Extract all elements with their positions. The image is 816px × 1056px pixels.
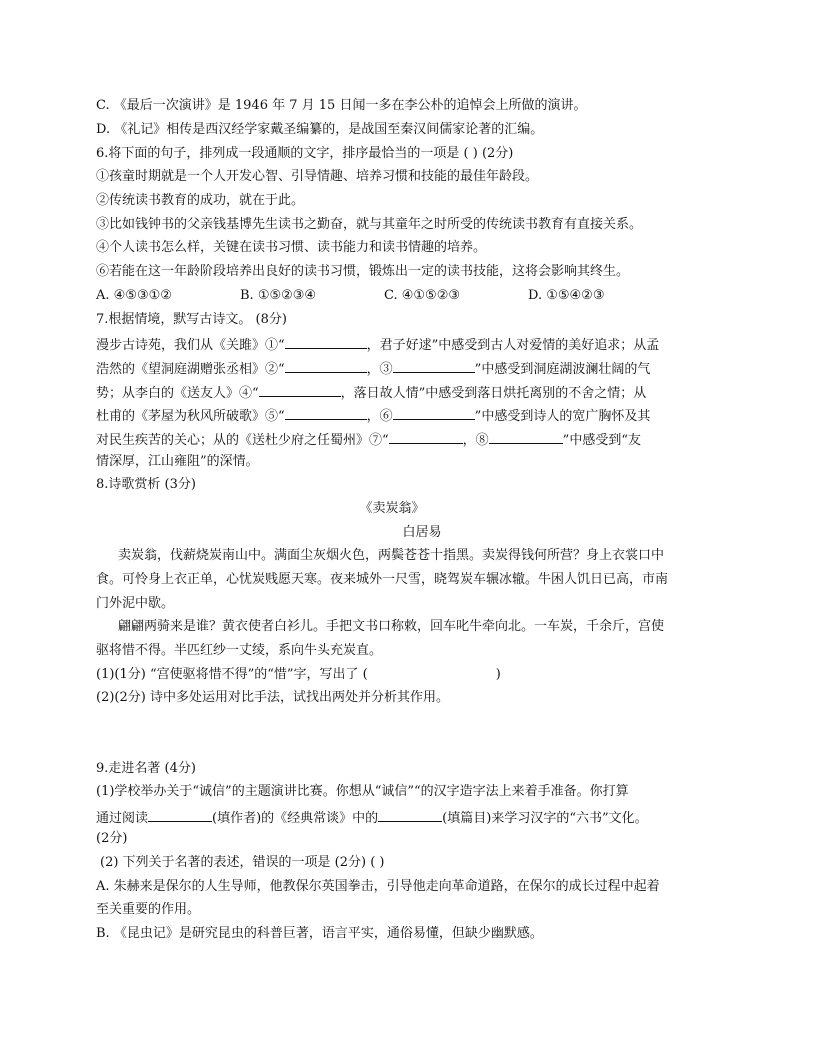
q6-sentence-4: ④个人读书怎么样，关键在读书习惯、读书能力和读书情趣的培养。 (96, 240, 487, 255)
blank-4[interactable] (259, 382, 341, 397)
q7-line-5: 对民生疾苦的关心；从的《送杜少府之任蜀州》⑦“ ，⑧ ”中感受到“友 (96, 429, 641, 450)
blank-8[interactable] (489, 429, 563, 444)
blank-7[interactable] (389, 429, 463, 444)
poem-author: 白居易 (402, 525, 442, 540)
q7-line-6: 情深厚，江山雍阻”的深情。 (96, 454, 259, 469)
q9-stem: 9.走进名著 (4分) (96, 761, 196, 776)
q7-line-1: 漫步古诗苑，我们从《关雎》①“ ，君子好逑”中感受到古人对爱情的美好追求；从孟 (96, 334, 659, 355)
q9-option-a-line-2: 至关重要的作用。 (96, 902, 201, 917)
q6-sentence-5: ⑥若能在这一年龄阶段培养出良好的读书习惯，锻炼出一定的读书技能，这将会影响其终生。 (96, 264, 630, 279)
poem-p1-line-1: 卖炭翁，伐薪烧炭南山中。满面尘灰烟火色，两鬓苍苍十指黑。卖炭得钱何所营？身上衣裳口中 (118, 548, 665, 563)
q6-sentence-3: ③比如钱钟书的父亲钱基博先生读书之勤奋，就与其童年之时所受的传统读书教育有直接关系。 (96, 217, 643, 232)
q9-option-b: B. 《昆虫记》是研究昆虫的科普巨著，语言平实，通俗易懂，但缺少幽默感。 (96, 926, 543, 941)
poem-title: 《卖炭翁》 (359, 501, 425, 516)
q7-line-4: 杜甫的《茅屋为秋风所破歌》⑤“ ，⑥ ”中感受到诗人的宽广胸怀及其 (96, 405, 650, 426)
q5-option-c: C. 《最后一次演讲》是 1946 年 7 月 15 日闻一多在李公朴的追悼会上所做的演讲。 (96, 98, 587, 113)
q9-line-1: (1)学校举办关于“诚信”的主题演讲比赛。你想从“诚信”“的汉字造字法上来着手准备。你打算 (96, 784, 629, 799)
q6-option-c: C. ④①⑤②③ (384, 288, 461, 303)
q6-option-d: D. ①⑤④②③ (528, 288, 605, 303)
blank-1[interactable] (285, 334, 367, 349)
q9-line-3: (2分) (96, 831, 128, 846)
q7-line-3: 势；从李白的《送友人》④“ ，落日故人情”中感受到落日烘托离别的不舍之情；从 (96, 382, 646, 403)
q6-sentence-1: ①孩童时期就是一个人开发心智、引导情趣、培养习惯和技能的最佳年龄段。 (96, 169, 539, 184)
q7-stem: 7.根据情境，默写古诗文。 (8分) (96, 312, 287, 327)
q9-line-2: 通过阅读 (填作者)的《经典常谈》中的 (填篇目)来学习汉字的“六书”文化。 (96, 807, 648, 828)
poem-p1-line-2: 食。可怜身上衣正单，心忧炭贱愿天寒。夜来城外一尺雪，晓驾炭车辗冰辙。牛困人饥日已高，市南 (96, 572, 669, 587)
q6-sentence-2: ②传统读书教育的成功，就在于此。 (96, 193, 305, 208)
blank-chapter[interactable] (378, 807, 442, 822)
q6-option-a: A. ④⑤③①② (96, 288, 172, 303)
poem-p2-line-1: 翩翩两骑来是谁？黄衣使者白衫儿。手把文书口称敕，回车叱牛牵向北。一车炭，千余斤，宫使 (118, 619, 665, 634)
q8-sub-1: (1)(1分) “宫使驱将惜不得”的“惜”字，写出了 ( ) (96, 667, 501, 682)
blank-author[interactable] (148, 807, 212, 822)
q6-option-b: B. ①⑤②③④ (240, 288, 317, 303)
blank-2[interactable] (285, 358, 367, 373)
q8-stem: 8.诗歌赏析 (3分) (96, 477, 196, 492)
q9-option-a-line-1: A. 朱赫来是保尔的人生导师，他教保尔英国拳击，引导他走向革命道路，在保尔的成长过程中起着 (96, 879, 660, 894)
q8-sub-2: (2)(2分) 诗中多处运用对比手法，试找出两处并分析其作用。 (96, 690, 449, 705)
q7-line-2: 浩然的《望洞庭湖赠张丞相》②“ ，③ ”中感受到洞庭湖波澜壮阔的气 (96, 358, 650, 379)
poem-p1-line-3: 门外泥中歇。 (96, 596, 175, 611)
blank-6[interactable] (393, 405, 475, 420)
q9-sub-2: (2) 下列关于名著的表述，错误的一项是 (2分) ( ) (100, 855, 385, 870)
blank-5[interactable] (285, 405, 367, 420)
q6-stem: 6.将下面的句子，排列成一段通顺的文字，排序最恰当的一项是 ( ) (2分) (96, 146, 514, 161)
poem-p2-line-2: 驱将惜不得。半匹红纱一丈绫，系向牛头充炭直。 (96, 643, 383, 658)
blank-3[interactable] (393, 358, 475, 373)
q5-option-d: D. 《礼记》相传是西汉经学家戴圣编纂的，是战国至秦汉间儒家论著的汇编。 (96, 122, 544, 137)
